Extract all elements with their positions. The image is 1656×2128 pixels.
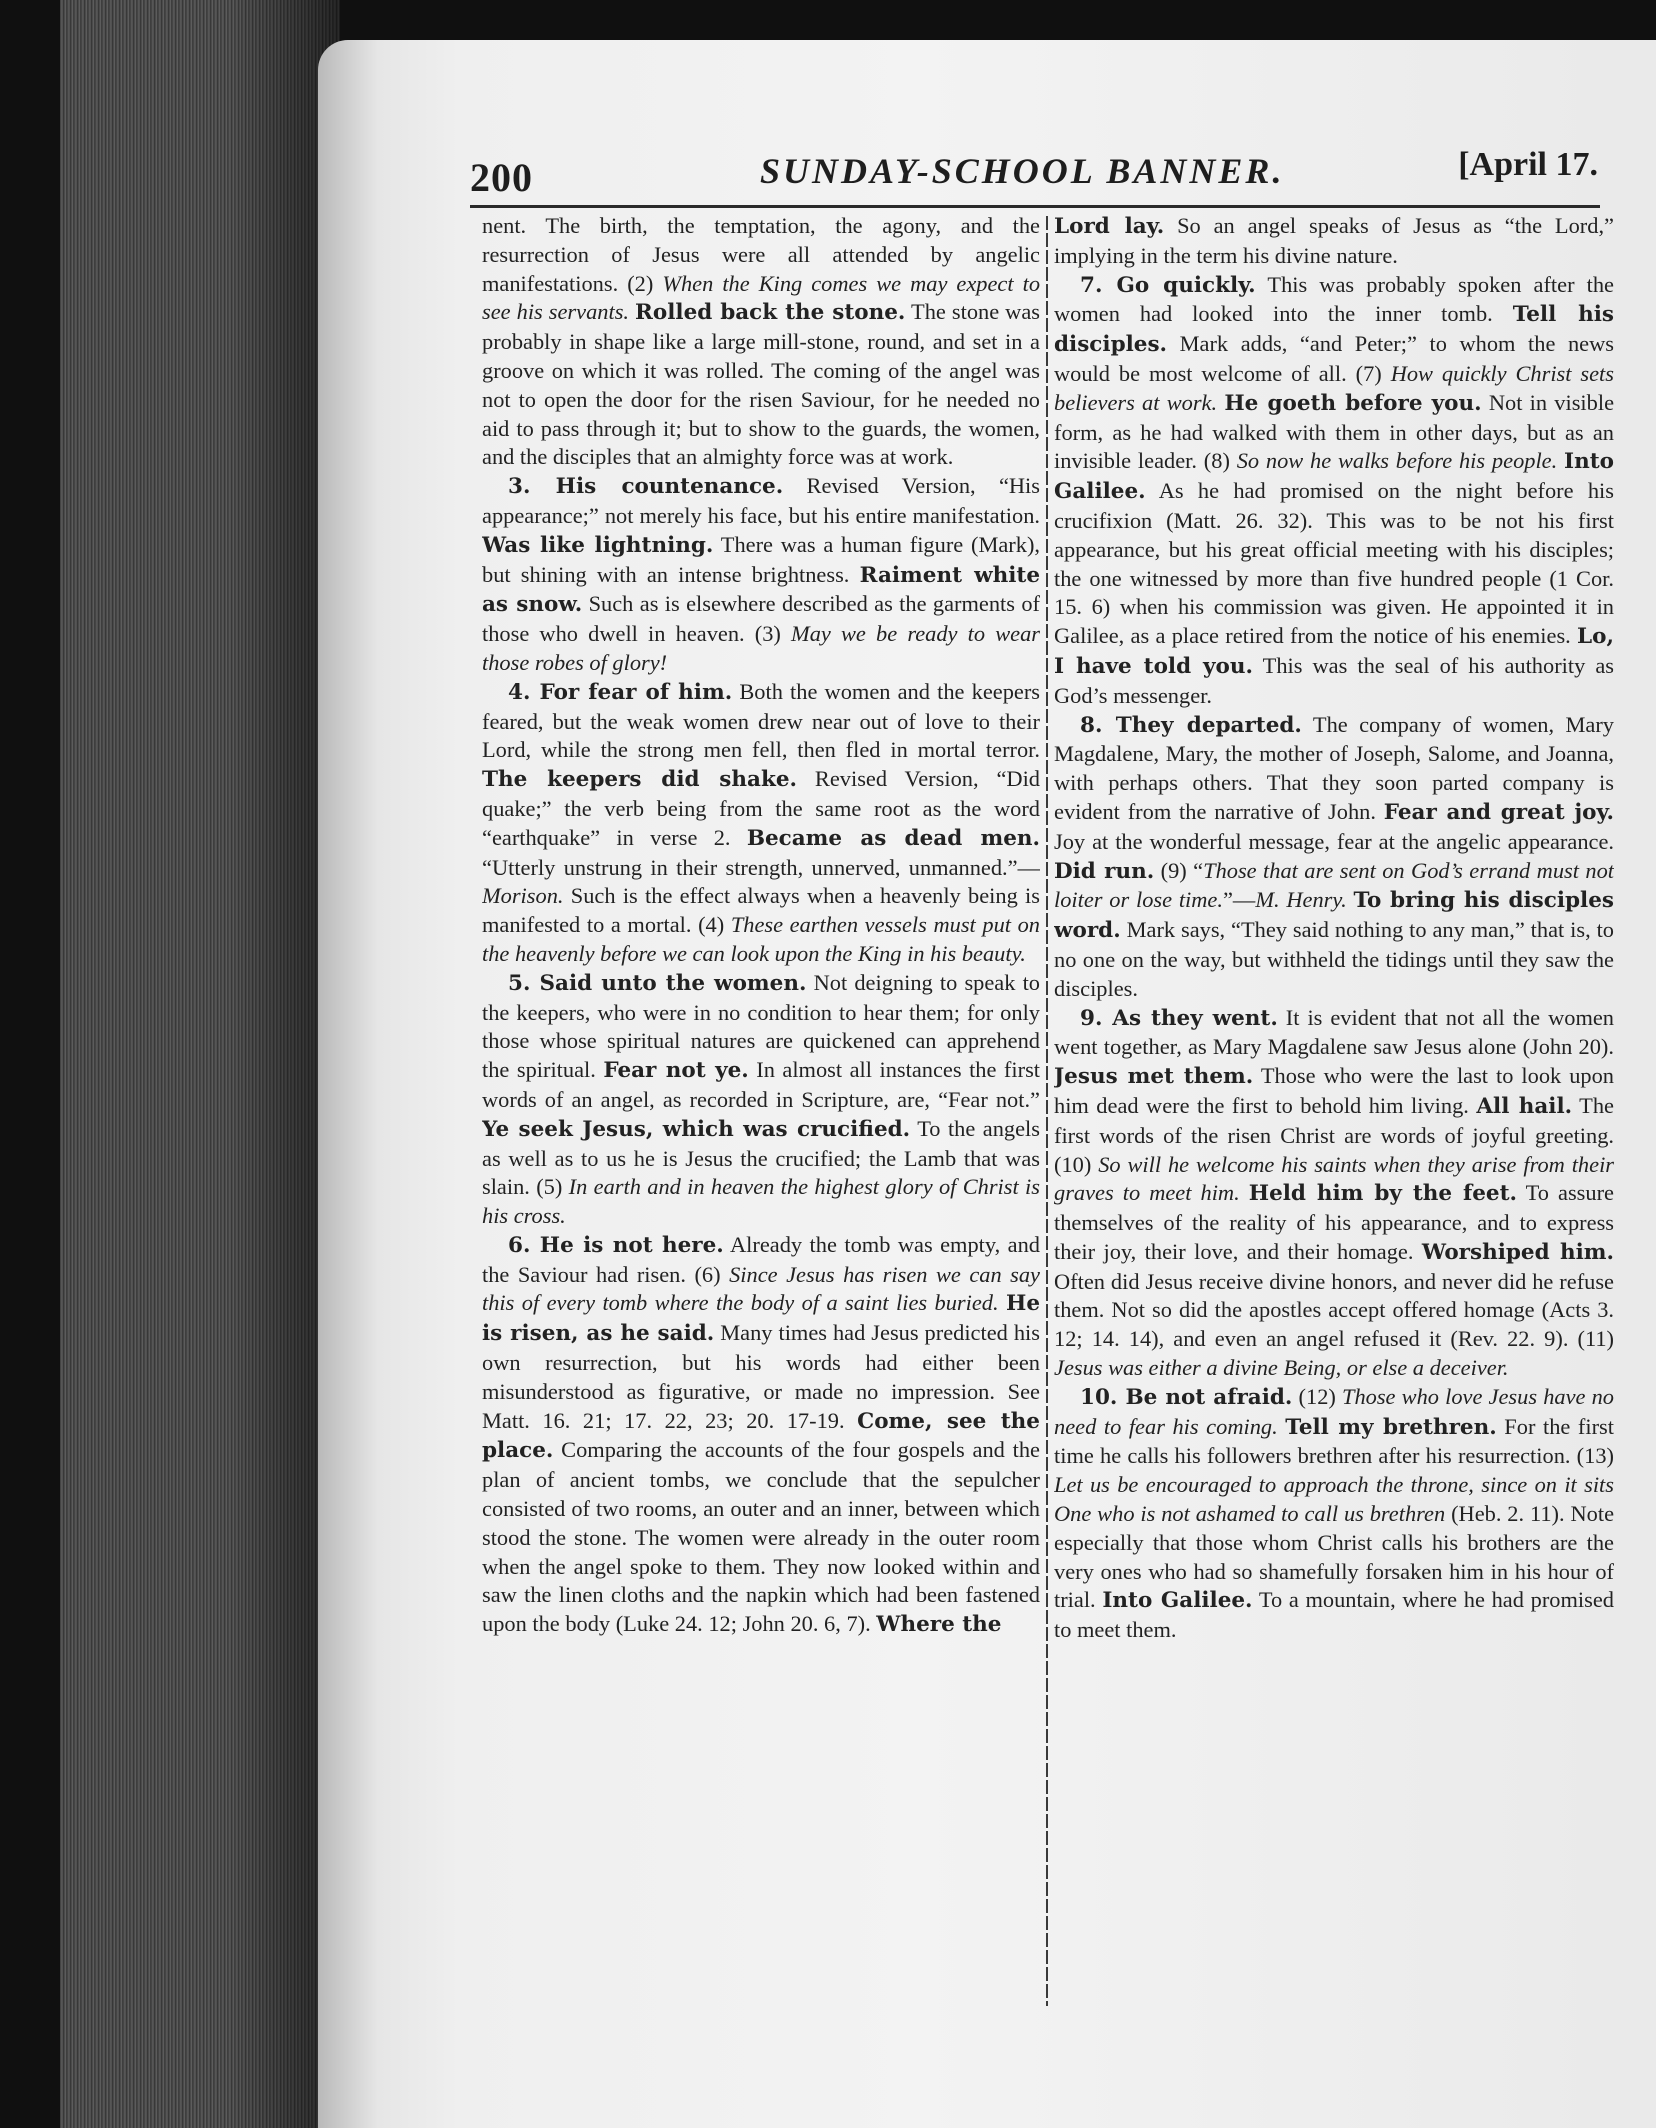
header-rule (470, 205, 1600, 208)
commentary-text: To the angels as well as to us he is Jesus the crucified; the Lamb that was slain. (5) (482, 1115, 1040, 1200)
italic-remark: Let us be encouraged to approach the throne, since on it sits One who is not ashamed to call us brethren (1054, 1472, 1614, 1527)
commentary-text: This was probably spoken after the women had looked into the inner tomb. (1054, 271, 1614, 327)
commentary-text: There was a human figure (Mark), but shining with an intense brightness. (482, 531, 1040, 587)
paragraph (1054, 212, 1614, 271)
commentary-text: Such is the effect always when a heavenly being is manifested to a mortal. (4) (482, 883, 1040, 938)
commentary-text: For the first time he calls his followers brethren after his resurrection. (13) (1054, 1413, 1614, 1469)
commentary-text: ”— (1222, 887, 1256, 913)
italic-remark: Jesus was either a divine Being, or else a deceiver. (1054, 1355, 1509, 1381)
commentary-text: So an angel speaks of Jesus as “the Lord,” implying in the term his divine nature. (1054, 213, 1614, 268)
text-column-right (1054, 212, 1614, 2002)
lemma-heading: Rolled back the stone. (635, 300, 906, 326)
page-number: 200 (470, 155, 533, 200)
paragraph (1054, 271, 1614, 711)
commentary-text: Mark says, “They said nothing to any man,” that is, to no one on the way, but withheld the tidings until they saw the disciples. (1054, 917, 1614, 1001)
commentary-text: Not in visible form, as he had walked with them in other days, but as an invisible leader. (8) (1054, 389, 1614, 474)
lemma-heading: To bring his disciples word. (1054, 888, 1614, 944)
commentary-text: Many times had Jesus predicted his own resurrection, but his words had either been misunderstood as figurative, or made no impression. See Matt. 16. 21; 17. 22, 23; 20. 17-19. (482, 1320, 1040, 1433)
italic-remark: Those who love Jesus have no need to fear his coming. (1054, 1383, 1614, 1439)
commentary-text: In almost all instances the first words of an angel, as recorded in Scripture, are, “Fear not.” (482, 1057, 1040, 1112)
lemma-heading: Into Galilee. (1102, 1588, 1253, 1614)
lemma-heading: 3. His countenance. (508, 474, 784, 500)
lemma-heading: Did run. (1054, 858, 1155, 884)
paragraph (1054, 1383, 1614, 1645)
commentary-text: Such as is elsewhere described as the garments of those who dwell in heaven. (3) (482, 591, 1040, 647)
paragraph (1054, 1004, 1614, 1383)
italic-remark: Morison. (482, 883, 564, 909)
lemma-heading: Was like lightning. (482, 532, 714, 558)
lemma-heading: 4. For fear of him. (508, 679, 733, 705)
issue-date: [April 17. (1458, 146, 1598, 183)
italic-remark: How quickly Christ sets believers at work. (1054, 360, 1614, 415)
lemma-heading: Into Galilee. (1054, 449, 1614, 505)
commentary-text (1240, 1180, 1249, 1205)
commentary-text: Already the tomb was empty, and the Saviour had risen. (6) (482, 1231, 1040, 1287)
lemma-heading: All hail. (1476, 1093, 1573, 1119)
lemma-heading: Come, see the place. (482, 1408, 1040, 1464)
lemma-heading: 6. He is not here. (508, 1232, 724, 1258)
lemma-heading: Tell my brethren. (1285, 1414, 1497, 1440)
lemma-heading: 9. As they went. (1080, 1005, 1278, 1031)
italic-remark: In earth and in heaven the highest glory of Christ is his cross. (482, 1174, 1040, 1229)
commentary-text: (12) (1292, 1383, 1342, 1409)
paragraph (1054, 711, 1614, 1004)
commentary-text: Joy at the wonderful message, fear at the angelic appearance. (1054, 828, 1614, 854)
lemma-heading: Raiment white as snow. (482, 562, 1040, 618)
commentary-text: Comparing the accounts of the four gospels and the plan of ancient tombs, we conclude that the sepulcher consisted of two rooms, an outer and an inner, between which stood the stone. The women were already in the outer room when the angel spoke to them. They now looked within and saw the linen cloths and the napkin which had been fastened upon the body (Luke 24. 12; John 20. 6, 7). (482, 1437, 1040, 1637)
commentary-text: To a mountain, where he had promised to meet them. (1054, 1587, 1614, 1643)
lemma-heading: 8. They departed. (1080, 712, 1302, 738)
text-column-left (482, 212, 1040, 2002)
commentary-text: Revised Version, “Did quake;” the verb being from the same root as the word “earthquake” in verse 2. (482, 766, 1040, 850)
lemma-heading: 7. Go quickly. (1080, 272, 1256, 298)
commentary-text: As he had promised on the night before his crucifixion (Matt. 26. 32). This was to be not his first appearance, but his great official meeting with his disciples; the one witnessed by more than five hundred people (1 Cor. 15. 6) when his commission was given. He appointed it in Galilee, as a place retired from the notice of his enemies. (1054, 478, 1614, 649)
commentary-text: Those who were the last to look upon him dead were the first to behold him living. (1054, 1063, 1614, 1118)
commentary-text: nent. The birth, the temptation, the agony, and the resurrection of Jesus were all attended by angelic manifestations. (2) (482, 213, 1040, 296)
lemma-heading: He goeth before you. (1224, 390, 1482, 416)
commentary-text: “Utterly unstrung in their strength, unnerved, unmanned.”— (482, 854, 1040, 880)
paragraph (482, 969, 1040, 1231)
commentary-text: Revised Version, “His appearance;” not merely his face, but his entire manifestation. (482, 473, 1040, 528)
lemma-heading: Became as dead men. (746, 825, 1040, 851)
lemma-heading: He is risen, as he said. (482, 1291, 1040, 1347)
column-divider (1046, 216, 1048, 2006)
journal-title: SUNDAY-SCHOOL BANNER. (760, 151, 1285, 191)
lemma-heading: Lo, I have told you. (1054, 624, 1614, 679)
lemma-heading: Fear not ye. (603, 1058, 749, 1084)
italic-remark: So will he welcome his saints when they arise from their graves to meet him. (1054, 1151, 1614, 1206)
italic-remark: These earthen vessels must put on the heavenly before we can look upon the King in his beauty. (482, 912, 1040, 966)
commentary-text: Both the women and the keepers feared, but the weak women drew near out of love to their Lord, while the strong men fell, then fled in mortal terror. (482, 678, 1040, 763)
lemma-heading: Ye seek Jesus, which was crucified. (482, 1116, 911, 1142)
italic-remark: So now he walks before his people. (1236, 448, 1558, 474)
lemma-heading: Held him by the feet. (1248, 1181, 1518, 1207)
lemma-heading: The keepers did shake. (482, 767, 798, 793)
lemma-heading: Lord lay. (1054, 214, 1165, 239)
commentary-text: The first words of the risen Christ are words of joyful greeting. (10) (1054, 1092, 1614, 1177)
commentary-text: Often did Jesus receive divine honors, and never did he refuse them. Not so did the apostles accept offered homage (Acts 3. 12; 14. 14), and even an angel refused it (Rev. 22. 9). (11) (1054, 1268, 1614, 1352)
lemma-heading: Worshiped him. (1421, 1239, 1614, 1265)
italic-remark: M. Henry. (1255, 887, 1347, 913)
commentary-text: This was the seal of his authority as God’s messenger. (1054, 652, 1614, 708)
italic-remark: When the King comes we may expect to see his servants. (482, 270, 1040, 325)
commentary-text: The stone was probably in shape like a large mill-stone, round, and set in a groove on which it was rolled. The coming of the angel was not to open the door for the risen Saviour, for he needed no aid to pass through it; but to show to the guards, the women, and the disciples that an almighty force was at work. (482, 299, 1040, 470)
commentary-text (1557, 448, 1564, 473)
commentary-text: Not deigning to speak to the keepers, who were in no condition to hear them; for only those whose spiritual natures are quickened can apprehend the spiritual. (482, 969, 1040, 1083)
lemma-heading: 5. Said unto the women. (508, 970, 807, 996)
paragraph (482, 212, 1040, 472)
commentary-text: (Heb. 2. 11). Note especially that those whom Christ calls his brothers are the very ones who had so shamefully forsaken him in his hour of trial. (1054, 1501, 1614, 1613)
commentary-text (999, 1290, 1006, 1315)
paragraph (482, 678, 1040, 969)
italic-remark: May we be ready to wear those robes of glory! (482, 621, 1040, 675)
paragraph (482, 472, 1040, 678)
italic-remark: Those that are sent on God’s errand must not loiter or lose time. (1054, 857, 1614, 913)
commentary-text: It is evident that not all the women went together, as Mary Magdalene saw Jesus alone (John 20). (1054, 1004, 1614, 1060)
paragraph (482, 1231, 1040, 1640)
commentary-text: The company of women, Mary Magdalene, Mary, the mother of Joseph, Salome, and Joanna, with perhaps others. That they soon parted company is evident from the narrative of John. (1054, 711, 1614, 824)
commentary-text: Mark adds, “and Peter;” to whom the news would be most welcome of all. (7) (1054, 331, 1614, 386)
lemma-heading: 10. Be not afraid. (1080, 1384, 1293, 1410)
lemma-heading: Jesus met them. (1054, 1064, 1254, 1090)
commentary-text: To assure themselves of the reality of his appearance, and to express their joy, their love, and their homage. (1054, 1180, 1614, 1264)
lemma-heading: Fear and great joy. (1383, 799, 1614, 825)
commentary-text: (9) “ (1154, 857, 1204, 883)
lemma-heading: Tell his disciples. (1054, 302, 1614, 358)
running-head (470, 146, 1608, 206)
lemma-heading: Where the (876, 1612, 1002, 1638)
italic-remark: Since Jesus has risen we can say this of every tomb where the body of a saint lies buried. (482, 1261, 1040, 1316)
